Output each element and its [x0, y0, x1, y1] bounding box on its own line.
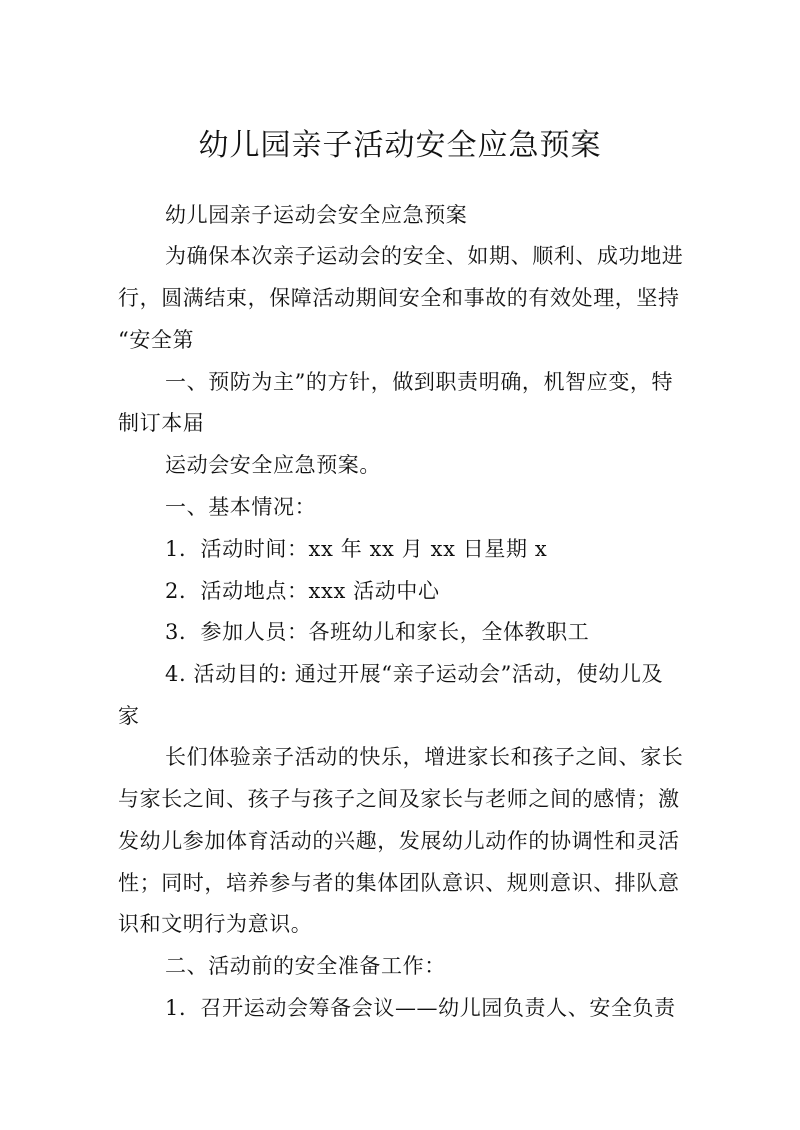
paragraph-line: 幼儿园亲子运动会安全应急预案 — [165, 203, 468, 227]
paragraph-line: 长们体验亲子活动的快乐，增进家长和孩子之间、家长 — [165, 745, 684, 769]
paragraph-line: 一、预防为主”的方针，做到职责明确，机智应变，特 — [165, 370, 674, 394]
paragraph-line: 为确保本次亲子运动会的安全、如期、顺利、成功地进 — [165, 244, 684, 268]
paragraph-line: 发幼儿参加体育活动的兴趣，发展幼儿动作的协调性和灵活 — [118, 829, 680, 853]
paragraph-line: 运动会安全应急预案。 — [165, 453, 381, 477]
section-heading: 一、基本情况： — [165, 495, 317, 519]
section-heading: 二、活动前的安全准备工作： — [165, 954, 446, 978]
list-item: 4. 活动目的: 通过开展“亲子运动会”活动，使幼儿及 — [165, 662, 664, 686]
list-item: 3．参加人员：各班幼儿和家长，全体教职工 — [165, 620, 590, 644]
paragraph-line: 家 — [118, 704, 140, 728]
list-item: 1．活动时间：xx 年 xx 月 xx 日星期 x — [165, 537, 548, 561]
paragraph-line: 行，圆满结束，保障活动期间安全和事故的有效处理，坚持 — [118, 286, 680, 310]
paragraph-line: “安全第 — [118, 328, 195, 352]
paragraph-line: 制订本届 — [118, 411, 205, 435]
document-title: 幼儿园亲子活动安全应急预案 — [198, 128, 602, 163]
list-item: 2．活动地点：xxx 活动中心 — [165, 579, 440, 603]
paragraph-line: 与家长之间、孩子与孩子之间及家长与老师之间的感情；激 — [118, 787, 680, 811]
paragraph-line: 识和文明行为意识。 — [118, 912, 313, 936]
list-item: 1．召开运动会筹备会议——幼儿园负责人、安全负责 — [165, 996, 676, 1020]
paragraph-line: 性；同时，培养参与者的集体团队意识、规则意识、排队意 — [118, 871, 680, 895]
